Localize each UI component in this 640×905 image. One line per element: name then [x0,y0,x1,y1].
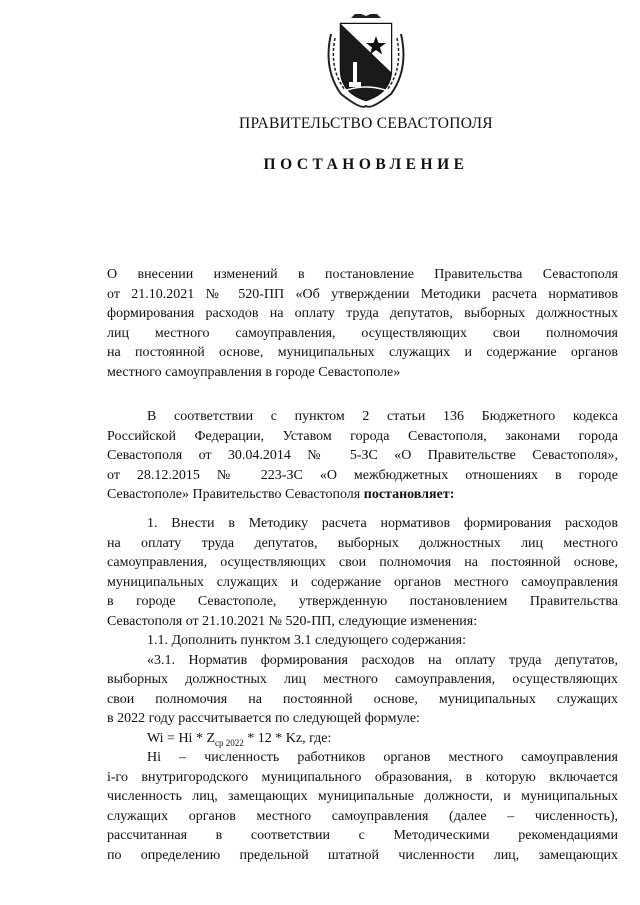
preamble-line: от 28.12.2015 № 223-ЗС «О межбюджетных отношениях в городе [107,467,618,483]
title-line: лиц местного самоуправления, осуществляющих свои полномочия [107,325,618,341]
preamble-line: В соответствии с пунктом 2 статьи 136 Бюджетного кодекса [147,409,618,424]
body-line: служащих органов местного самоуправления (далее – численность), [107,808,618,824]
formula-rest: * 12 * Kz, где: [243,730,332,746]
body-line: в 2022 году рассчитывается по следующей формуле: [107,711,420,726]
title-line: от 21.10.2021 № 520-ПП «Об утверждении Методики расчета нормативов [107,286,618,302]
body-line: 1. Внести в Методику расчета нормативов формирования расходов [147,516,618,531]
body-line: численность лиц, замещающих муниципальные должности, и муниципальных [107,789,618,804]
body-line: выборных должностных лиц местного самоуправления, осуществляющих [107,672,618,687]
title-line: О внесении изменений в постановление Правительства Севастополя [107,267,618,282]
decree-body [107,514,618,865]
preamble-line: Российской Федерации, Уставом города Севастополя, законами города [107,428,618,444]
body-line: Hi – численность работников органов местного самоуправления [147,750,618,765]
title-line: формирования расходов на оплату труда депутатов, выборных должностных [107,306,618,321]
body-line: рассчитанная в соответствии с Методическими рекомендациями [107,828,618,843]
body-line: свои полномочия на постоянной основе, муниципальных служащих [107,691,618,707]
body-line: в городе Севастополе, утвержденную постановлением Правительства [107,594,618,609]
decree-title [107,265,618,382]
body-line: i-го внутригородского муниципального образования, в которую включается [107,769,618,785]
resolves-word: постановляет: [363,487,455,502]
body-line: «3.1. Норматив формирования расходов на оплату труда депутатов, [147,652,618,668]
formula-line [107,729,618,749]
body-line: самоуправления, осуществляющих свои полномочия на постоянной основе, [107,555,618,570]
formula-main: Wi = Hi * Z [147,730,215,746]
preamble-last-text: Севастополе» Правительство Севастополя [107,487,361,502]
sevastopol-coat-of-arms-icon [321,14,411,110]
preamble-line: Севастополя от 30.04.2014 № 5-ЗС «О Правительстве Севастополя», [107,448,618,463]
document-type-heading: ПОСТАНОВЛЕНИЕ [263,156,469,173]
body-line: по определению предельной штатной численности лиц, замещающих [107,847,618,863]
title-line: на постоянной основе, муниципальных служащих и содержание органов [107,345,618,360]
formula-subscript: ср 2022 [215,737,244,748]
body-line: на оплату труда депутатов, выборных должностных лиц местного [107,535,618,551]
title-line: местного самоуправления в городе Севастополе» [107,364,401,380]
preamble-paragraph [107,407,618,505]
body-line: Севастополя от 21.10.2021 № 520-ПП, следующие изменения: [107,613,478,629]
body-line: муниципальных служащих и содержание органов местного самоуправления [107,574,618,590]
preamble-line [107,485,618,505]
body-line: 1.1. Дополнить пунктом 3.1 следующего содержания: [147,633,467,648]
government-name: ПРАВИТЕЛЬСТВО СЕВАСТОПОЛЯ [239,115,493,132]
